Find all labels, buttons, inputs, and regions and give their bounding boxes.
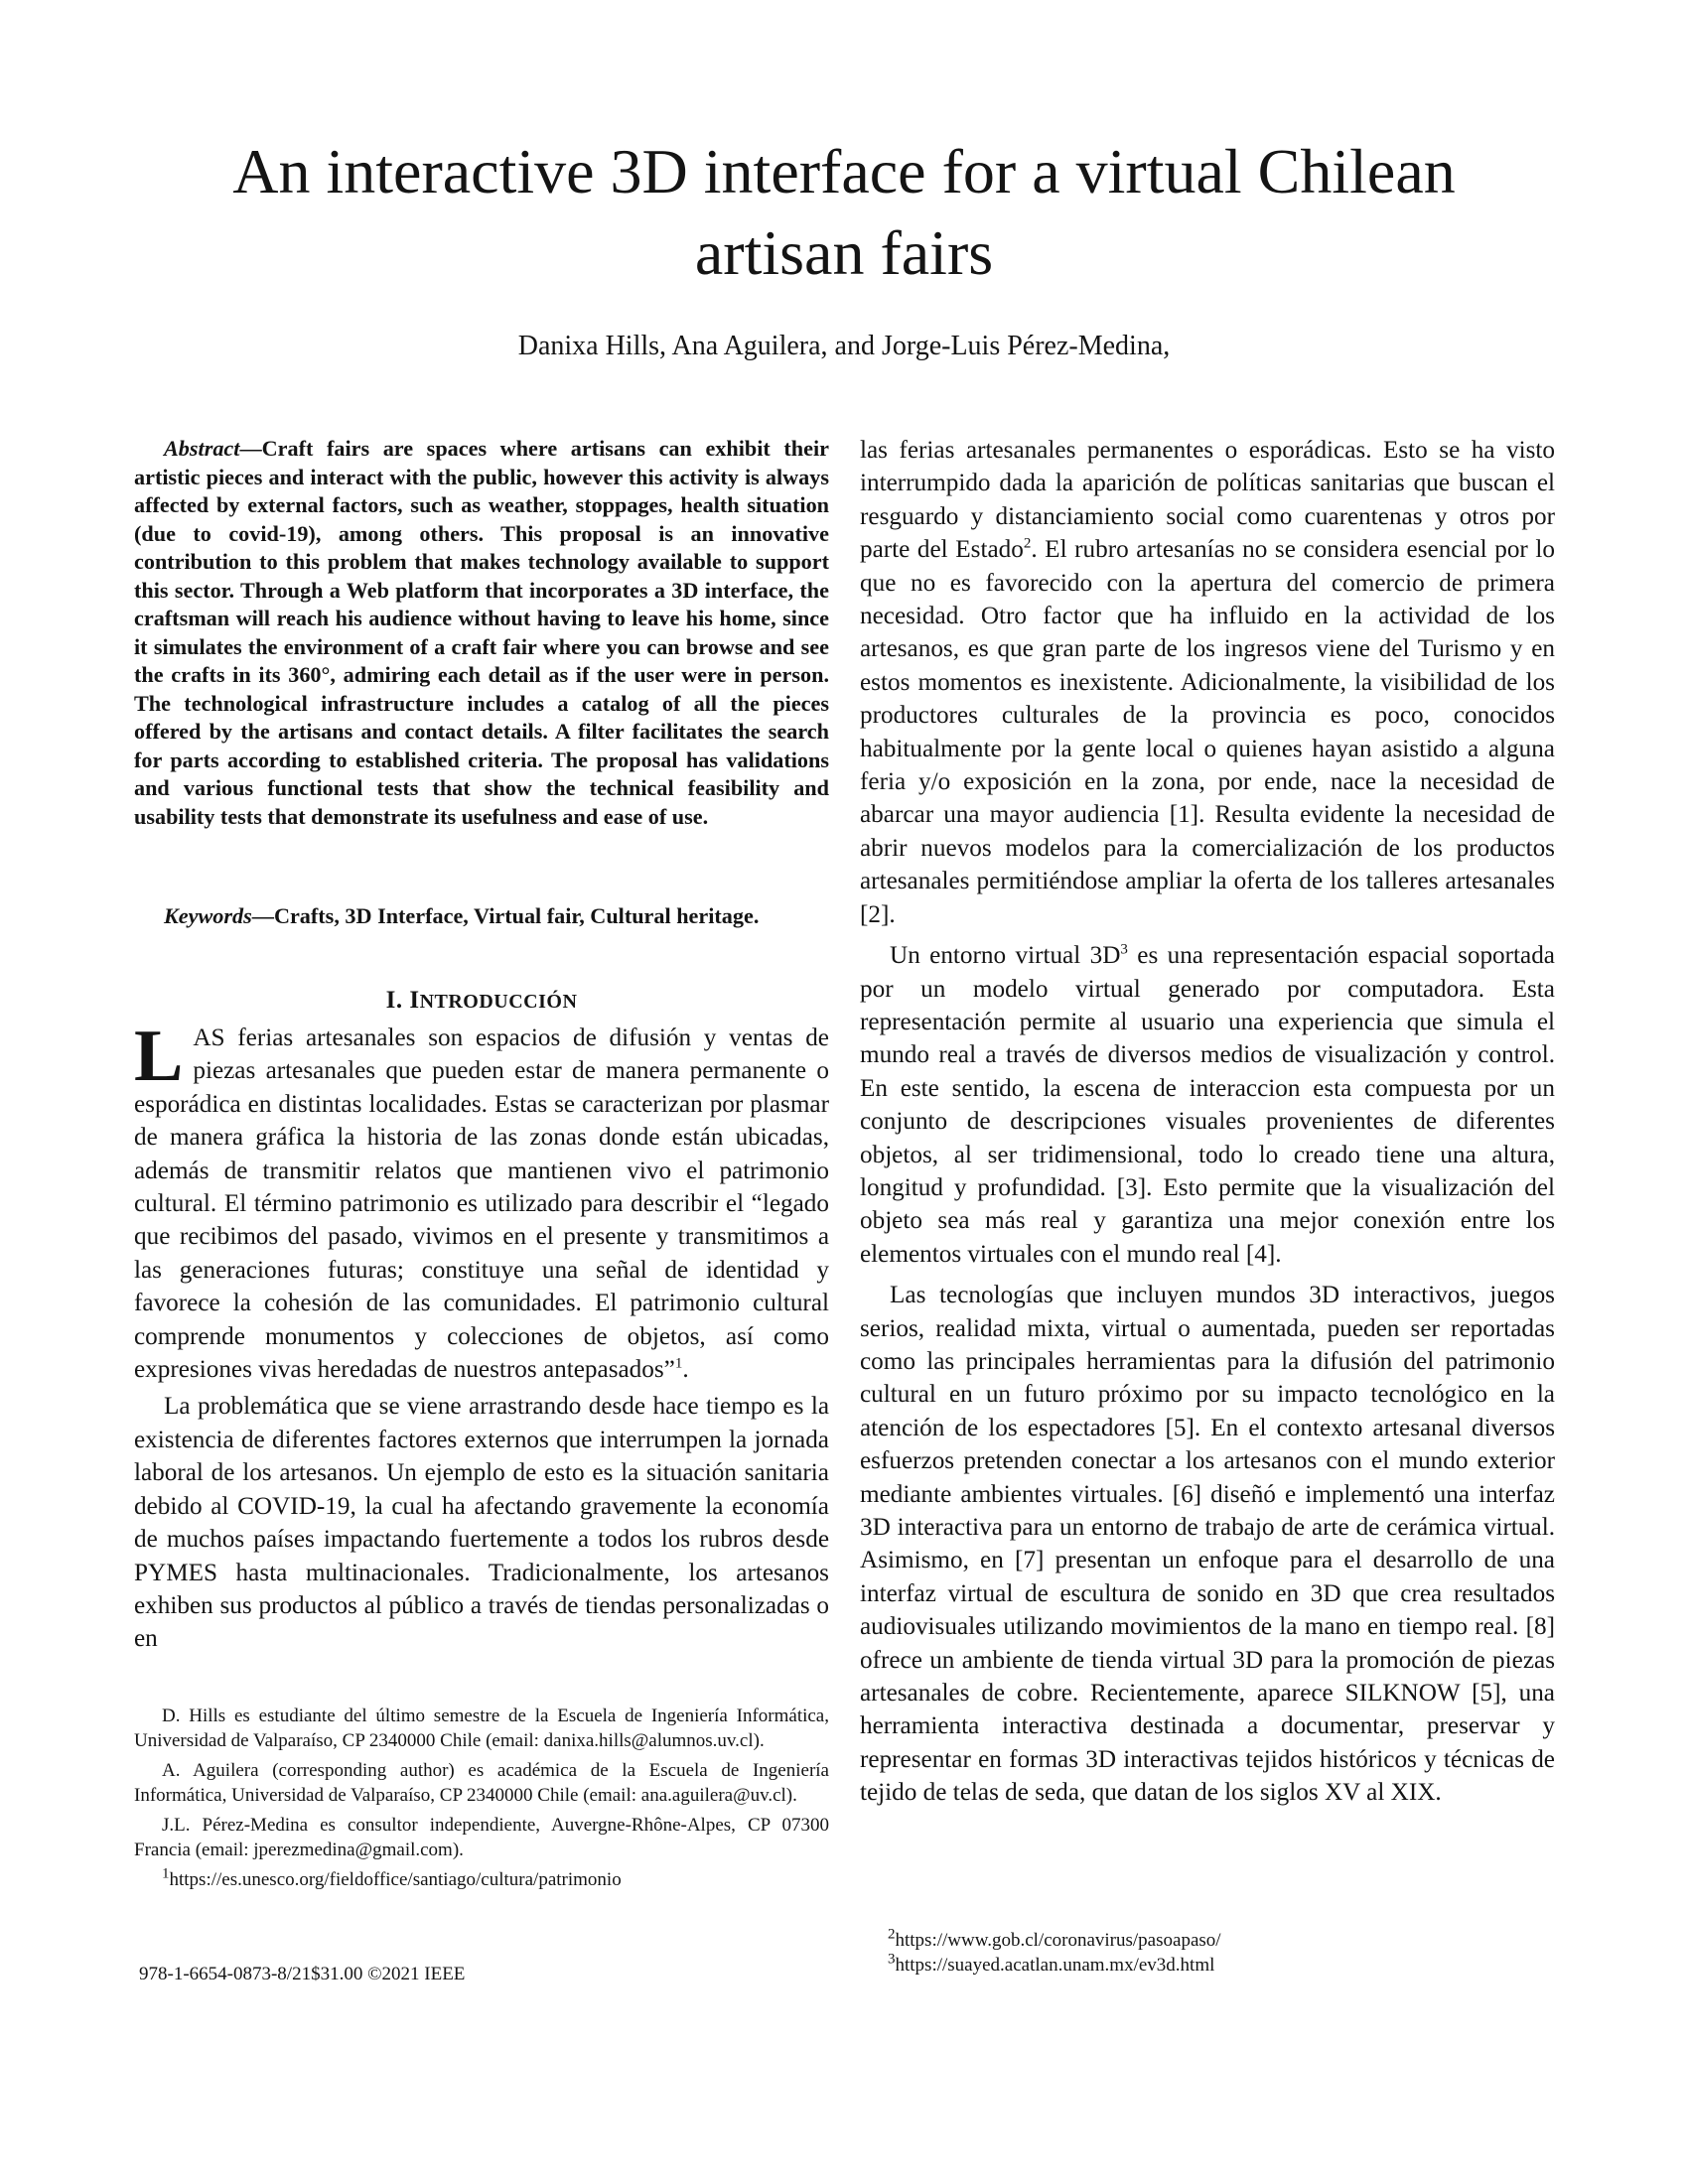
footnote-3-mark: 3: [888, 1951, 896, 1968]
right-paragraph-1-b: . El rubro artesanías no se considera esencial por lo que no es favorecido con la apertura del comercio de primera necesidad. Otro factor que ha influido en la actividad de los artesanos, es que gran parte de los ingresos viene del Turismo y en estos momentos es inexistente. Adicionalmente, la visibilidad de los productores culturales de la provincia es poco, conocidos habitualmente por la gente local o quienes hayan asistido a alguna feria y/o exposición en la zona, por ende, nace la necesidad de abarcar una mayor audiencia [1]. Resulta evidente la necesidad de abrir nuevos modelos para la comercialización de los productos artesanales permitiéndose ampliar la oferta de los talleres artesanales [2].: [860, 536, 1555, 928]
paper-title: [119, 131, 1569, 294]
footnote-3: [860, 1953, 1555, 1978]
abstract-text: —Craft fairs are spaces where artisans can exhibit their artistic pieces and interact with the public, however this activity is always affected by external factors, such as weather, stoppages, health situation (due to covid-19), among others. This proposal is an innovative contribution to this problem that makes technology available to support this sector. Through a Web platform that incorporates a 3D interface, the craftsman will reach his audience without having to leave his home, since it simulates the environment of a craft fair where you can browse and see the crafts in its 360°, admiring each detail as if the user were in person. The technological infrastructure includes a catalog of all the pieces offered by the artisans and contact details. A filter facilitates the search for parts according to established criteria. The proposal has validations and various functional tests that show the technical feasibility and usability tests that demonstrate its usefulness and ease of use.: [134, 436, 829, 829]
intro-paragraph-1-text: AS ferias artesanales son espacios de difusión y ventas de piezas artesanales que pueden estar de manera permanente o esporádica en distintas localidades. Estas se caracterizan por plasmar de manera gráfica la historia de las zonas donde están ubicadas, además de transmitir relatos que mantienen vivo el patrimonio cultural. El término patrimonio es utilizado para describir el “legado que recibimos del pasado, vivimos en el presente y transmitimos a las generaciones futuras; constituye una señal de identidad y favorece la cohesión de las comunidades. El patrimonio cultural comprende monumentos y colecciones de objetos, así como expresiones vivas heredadas de nuestros antepasados”: [134, 1024, 829, 1384]
intro-paragraph-1-end: .: [682, 1356, 689, 1384]
right-paragraph-2-b: es una representación espacial soportada por un modelo virtual generado por computadora. Esta representación permite al usuario una experiencia que simula el mundo real a través de diversos medios de visualización y control. En este sentido, la escena de interaccion esta compuesta por un conjunto de descripciones visuales provenientes de diferentes objetos, al ser tridimensional, todo lo creado tiene una altura, longitud y profundidad. [3]. Esto permite que la visualización del objeto sea más real y garantiza una mejor conexión entre los elementos virtuales con el mundo real [4].: [860, 942, 1555, 1268]
abstract-label: Abstract: [164, 436, 240, 461]
title-line-2: artisan fairs: [694, 217, 994, 288]
footnote-hills: D. Hills es estudiante del último semestre de la Escuela de Ingeniería Informática, Universidad de Valparaíso, CP 2340000 Chile (email: danixa.hills@alumnos.uv.cl).: [134, 1706, 829, 1751]
author-footnotes: [134, 1705, 829, 1899]
title-line-1: An interactive 3D interface for a virtual Chilean: [232, 136, 1456, 206]
footnote-2-mark: 2: [888, 1926, 896, 1943]
footnote-ref-1: 1: [674, 1355, 683, 1372]
abstract: [134, 435, 829, 831]
footnote-2-url: https://www.gob.cl/coronavirus/pasoapaso/: [895, 1930, 1221, 1951]
footnote-1: [134, 1865, 829, 1893]
intro-left-column: [134, 1016, 829, 1656]
keywords-text: —Crafts, 3D Interface, Virtual fair, Cultural heritage.: [251, 903, 760, 928]
section-number: I.: [385, 987, 410, 1014]
right-paragraph-1: [860, 434, 1555, 931]
footnote-1-mark: 1: [162, 1865, 170, 1882]
author-list: Danixa Hills, Ana Aguilera, and Jorge-Luis Pérez-Medina,: [517, 331, 1171, 361]
isbn-copyright: 978-1-6654-0873-8/21$31.00 ©2021 IEEE: [139, 1964, 466, 1984]
right-paragraph-3: Las tecnologías que incluyen mundos 3D interactivos, juegos serios, realidad mixta, virtual o aumentada, pueden ser reportadas como las principales herramientas para la difusión del patrimonio cultural en un futuro próximo por su impacto tecnológico en la atención de los espectadores [5]. En el contexto artesanal diversos esfuerzos pretenden conectar a los artesanos con el mundo exterior mediante ambientes virtuales. [6] diseñó e implementó una interfaz 3D interactiva para un entorno de trabajo de arte de cerámica virtual. Asimismo, en [7] presentan un enfoque para el desarrollo de una interfaz virtual de escultura de sonido en 3D que crea resultados audiovisuales utilizando movimientos de la mano en tiempo real. [8] ofrece un ambiente de tienda virtual 3D para la promoción de piezas artesanales de cobre. Recientemente, aparece SILKNOW [5], una herramienta interactiva destinada a documentar, preservar y representar en formas 3D interactivas tejidos históricos y técnicas de tejido de telas de seda, que datan de los siglos XV al XIX.: [860, 1282, 1555, 1807]
section-heading-introduccion: [134, 985, 829, 1018]
url-footnotes: [860, 1928, 1555, 1978]
right-paragraph-2-a: Un entorno virtual 3D: [890, 942, 1121, 970]
drop-cap: L: [134, 1016, 184, 1097]
footnote-3-url: https://suayed.acatlan.unam.mx/ev3d.html: [895, 1955, 1215, 1976]
right-paragraph-2: [860, 939, 1555, 1271]
footnote-2: [860, 1928, 1555, 1953]
footnote-ref-2: 2: [1023, 535, 1032, 552]
section-title-rest: NTRODUCCIÓN: [419, 991, 578, 1013]
intro-right-column: [860, 434, 1555, 1810]
section-title-initial: I: [409, 987, 420, 1014]
footnote-aguilera: A. Aguilera (corresponding author) es académica de la Escuela de Ingeniería Informática, Universidad de Valparaíso, CP 2340000 Chile (email: ana.aguilera@uv.cl).: [134, 1760, 829, 1806]
intro-paragraph-2: La problemática que se viene arrastrando desde hace tiempo es la existencia de diferentes factores externos que interrumpen la jornada laboral de los artesanos. Un ejemplo de esto es la situación sanitaria debido al COVID-19, la cual ha afectando gravemente la economía de muchos países impactando fuertemente a todos los rubros desde PYMES hasta multinacionales. Tradicionalmente, los artesanos exhiben sus productos al público a través de tiendas personalizadas o en: [134, 1393, 829, 1653]
footnote-perez: J.L. Pérez-Medina es consultor independiente, Auvergne-Rhône-Alpes, CP 07300 Francia (email: jperezmedina@gmail.com).: [134, 1815, 829, 1860]
footnote-1-url: https://es.unesco.org/fieldoffice/santiago/cultura/patrimonio: [169, 1869, 622, 1890]
intro-paragraph-1: [134, 1016, 829, 1386]
keywords: [134, 902, 829, 931]
footnote-ref-3: 3: [1120, 941, 1128, 958]
keywords-label: Keywords: [164, 903, 252, 928]
right-paragraph-1-a: las ferias artesanales permanentes o esporádicas. Esto se ha visto interrumpido dada la aparición de políticas sanitarias que buscan el resguardo y distanciamiento social como cuarentenas y otros por parte del Estado: [860, 437, 1555, 564]
